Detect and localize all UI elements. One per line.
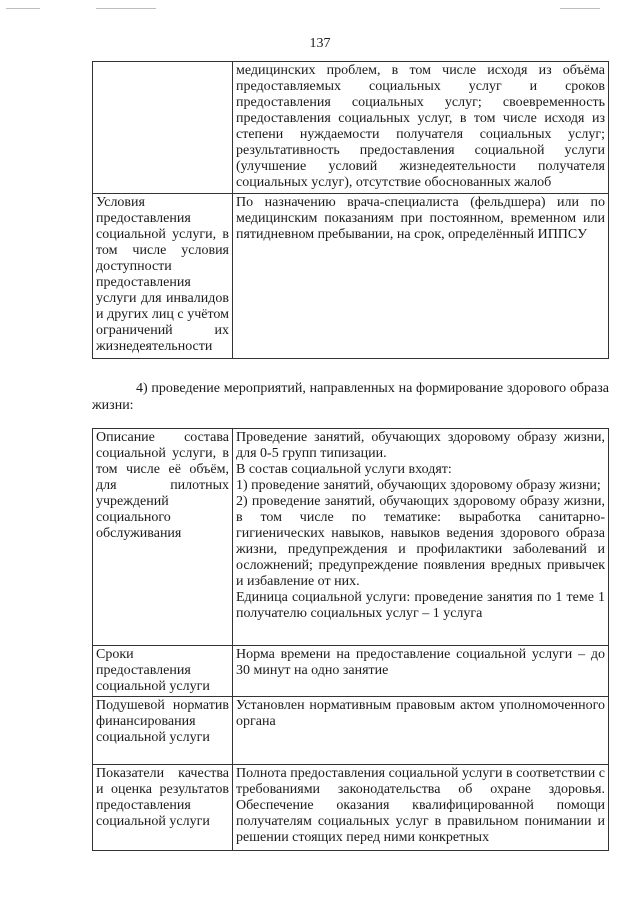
paragraph-heading: 4) проведение мероприятий, направленных на формирование здорового образа жизни: [92,381,609,413]
scan-artifact [6,8,40,9]
text-line: Полнота предоставления социальной услуги в соответствии с требованиями законодательства об охране здоровья. Обеспечение оказания квалифицированной помощи получателям социальных услуг в правильном понимании и решении стоящих перед ними конкретных [236,766,605,845]
table-row [93,62,609,194]
row-label: Описание состава социальной услуги, в том числе её объём, для пилотных учреждений социального обслуживания [93,429,233,646]
table-row [93,194,609,359]
text-line: 2) проведение занятий, обучающих здоровому образу жизни, в том числе по тематике: выработка санитарно-гигиенических навыков, навыков ведения здорового образа жизни, предупреждения и профилактики заболеваний и осложнений; предупреждение появления вредных привычек и избавление от них. [236,494,605,589]
text-line: Единица социальной услуги: проведение занятия по 1 теме 1 получателю социальных услуг – 1 услуга [236,590,605,621]
row-label: Показатели качества и оценка результатов предоставления социальной услуги [93,765,233,851]
row-text [233,697,609,765]
page-number: 137 [309,36,331,51]
scan-artifact [96,8,156,9]
text-line: Проведение занятий, обучающих здоровому образу жизни, для 0-5 групп типизации. [236,430,605,461]
row-text [233,765,609,851]
row-text [233,646,609,697]
service-table [92,428,609,851]
row-label: Сроки предоставления социальной услуги [93,646,233,697]
table-row [93,765,609,851]
table-continuation [92,61,609,359]
text-line: Установлен нормативным правовым актом уполномоченного органа [236,698,605,729]
table-row [93,697,609,765]
text-line: 1) проведение занятий, обучающих здоровому образу жизни; [236,478,601,493]
table-row [93,429,609,646]
row-text: медицинских проблем, в том числе исходя из объёма предоставляемых социальных услуг и сроков предоставления социальных услуг; своевременность предоставления социальных услуг, в том числе исходя из степени нуждаемости получателя социальных услуг; результативность предоставления социальной услуги (улучшение условий жизнедеятельности получателя социальных услуг), отсутствие обоснованных жалоб [233,62,609,194]
row-label: Подушевой норматив финансирования социальной услуги [93,697,233,765]
text-line: Норма времени на предоставление социальной услуги – до 30 минут на одно занятие [236,647,605,678]
row-label [93,62,233,194]
row-text: По назначению врача-специалиста (фельдшера) или по медицинским показаниям при постоянном, временном или пятидневном пребывании, на срок, определённый ИППСУ [233,194,609,359]
row-text [233,429,609,646]
text-line: В состав социальной услуги входят: [236,462,452,477]
table-row [93,646,609,697]
scan-artifact [560,8,600,9]
row-label: Условия предоставления социальной услуги, в том числе условия доступности предоставления услуги для инвалидов и других лиц с учётом ограничений их жизнедеятельности [93,194,233,359]
